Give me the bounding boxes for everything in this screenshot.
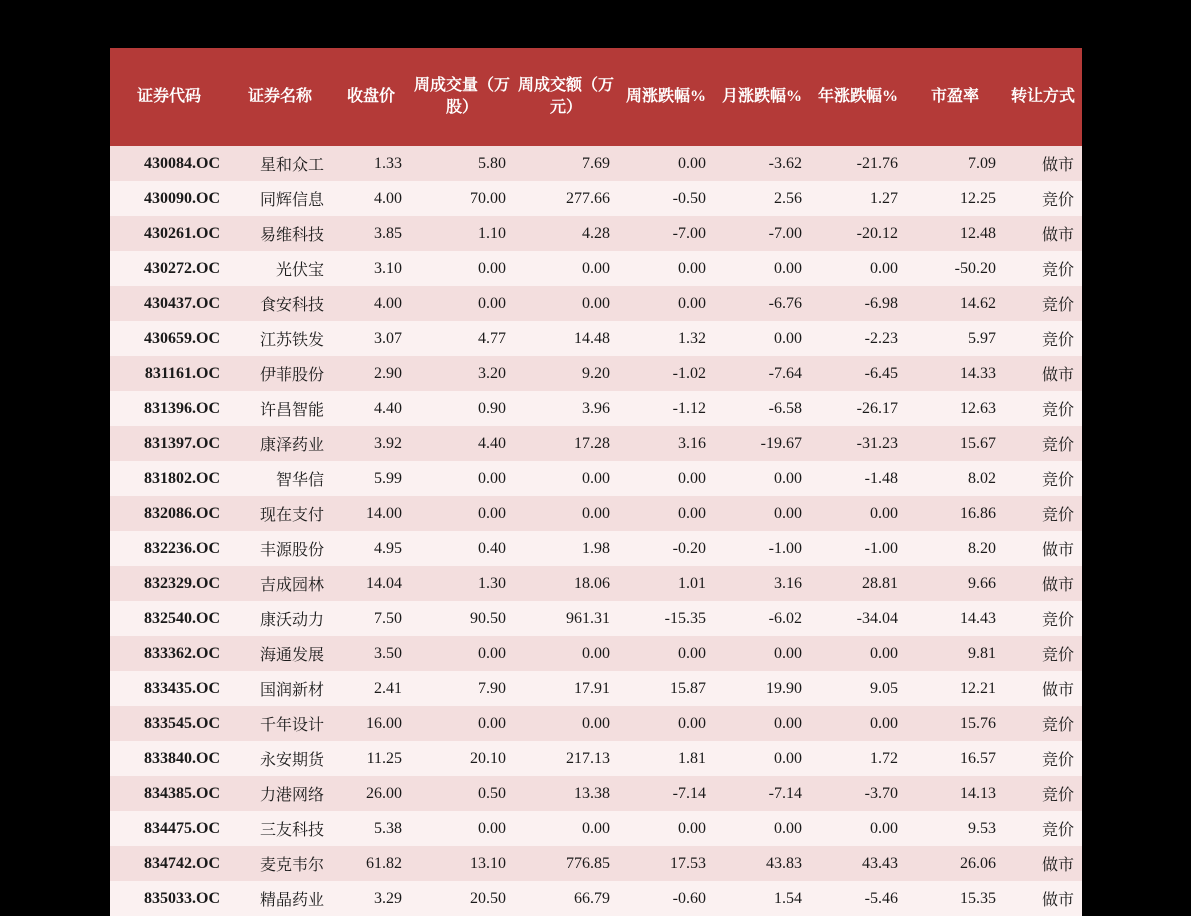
cell-monthly-change: -6.02 [768, 609, 802, 627]
cell-weekly-turnover: 776.85 [566, 854, 610, 872]
table-row [110, 671, 1082, 706]
cell-code: 833840.OC [144, 749, 220, 767]
cell-close-price: 16.00 [366, 714, 402, 732]
cell-monthly-change: -19.67 [760, 434, 802, 452]
cell-pe-ratio: -50.20 [954, 259, 996, 277]
cell-monthly-change: 0.00 [774, 819, 802, 837]
cell-transfer-mode: 做市 [1041, 577, 1074, 594]
cell-pe-ratio: 5.97 [968, 329, 996, 347]
cell-weekly-volume: 70.00 [470, 189, 506, 207]
cell-close-price: 5.99 [374, 469, 402, 487]
table-header-row [110, 48, 1082, 146]
cell-yearly-change: 1.27 [870, 189, 898, 207]
table-row [110, 531, 1082, 566]
cell-code: 832086.OC [144, 504, 220, 522]
column-header-weekly-change: 周涨跌幅% [618, 48, 714, 146]
cell-yearly-change: -34.04 [856, 609, 898, 627]
cell-code: 833545.OC [144, 714, 220, 732]
cell-monthly-change: -7.14 [768, 784, 802, 802]
cell-weekly-volume: 5.80 [478, 154, 506, 172]
cell-transfer-mode: 竞价 [1041, 612, 1074, 629]
table-row [110, 356, 1082, 391]
cell-weekly-turnover: 66.79 [574, 889, 610, 907]
cell-weekly-turnover: 13.38 [574, 784, 610, 802]
cell-pe-ratio: 14.13 [960, 784, 996, 802]
column-header-monthly-change: 月涨跌幅% [714, 48, 810, 146]
cell-weekly-change: -7.14 [672, 784, 706, 802]
cell-weekly-volume: 0.00 [478, 504, 506, 522]
cell-close-price: 3.92 [374, 434, 402, 452]
cell-close-price: 3.50 [374, 644, 402, 662]
cell-weekly-turnover: 7.69 [582, 154, 610, 172]
cell-yearly-change: -5.46 [864, 889, 898, 907]
cell-yearly-change: 0.00 [870, 504, 898, 522]
cell-code: 832329.OC [144, 574, 220, 592]
cell-weekly-volume: 0.00 [478, 259, 506, 277]
cell-weekly-change: -0.60 [672, 889, 706, 907]
cell-pe-ratio: 26.06 [960, 854, 996, 872]
column-header-close-price: 收盘价 [332, 48, 410, 146]
cell-name: 康泽药业 [259, 437, 324, 454]
cell-pe-ratio: 12.63 [960, 399, 996, 417]
cell-close-price: 2.90 [374, 364, 402, 382]
cell-code: 834385.OC [144, 784, 220, 802]
cell-close-price: 11.25 [366, 749, 402, 767]
table-row [110, 146, 1082, 181]
cell-close-price: 1.33 [374, 154, 402, 172]
cell-transfer-mode: 做市 [1041, 367, 1074, 384]
cell-monthly-change: -6.76 [768, 294, 802, 312]
cell-close-price: 61.82 [366, 854, 402, 872]
cell-transfer-mode: 竞价 [1041, 192, 1074, 209]
cell-weekly-turnover: 0.00 [582, 504, 610, 522]
cell-code: 832540.OC [144, 609, 220, 627]
cell-pe-ratio: 15.67 [960, 434, 996, 452]
cell-pe-ratio: 12.48 [960, 224, 996, 242]
cell-transfer-mode: 竞价 [1041, 332, 1074, 349]
cell-code: 831396.OC [144, 399, 220, 417]
column-header-weekly-volume: 周成交量（万股） [410, 48, 514, 146]
cell-pe-ratio: 14.43 [960, 609, 996, 627]
cell-weekly-volume: 0.00 [478, 644, 506, 662]
table-row [110, 846, 1082, 881]
cell-yearly-change: -2.23 [864, 329, 898, 347]
table-row [110, 391, 1082, 426]
stock-table [110, 48, 1082, 916]
cell-weekly-volume: 0.00 [478, 714, 506, 732]
cell-weekly-change: 0.00 [678, 259, 706, 277]
cell-close-price: 26.00 [366, 784, 402, 802]
cell-name: 现在支付 [259, 507, 324, 524]
cell-name: 海通发展 [259, 647, 324, 664]
cell-code: 834475.OC [144, 819, 220, 837]
table-row [110, 426, 1082, 461]
cell-transfer-mode: 做市 [1041, 857, 1074, 874]
cell-code: 831802.OC [144, 469, 220, 487]
cell-transfer-mode: 竞价 [1041, 717, 1074, 734]
cell-weekly-change: 1.32 [678, 329, 706, 347]
column-header-transfer-mode: 转让方式 [1004, 48, 1082, 146]
cell-pe-ratio: 7.09 [968, 154, 996, 172]
cell-transfer-mode: 做市 [1041, 682, 1074, 699]
cell-pe-ratio: 15.35 [960, 889, 996, 907]
cell-transfer-mode: 竞价 [1041, 472, 1074, 489]
cell-yearly-change: 1.72 [870, 749, 898, 767]
cell-name: 麦克韦尔 [259, 857, 324, 874]
cell-pe-ratio: 9.53 [968, 819, 996, 837]
cell-monthly-change: 2.56 [774, 189, 802, 207]
cell-name: 智华信 [275, 472, 324, 489]
cell-code: 430090.OC [144, 189, 220, 207]
cell-monthly-change: 0.00 [774, 329, 802, 347]
cell-weekly-change: 15.87 [670, 679, 706, 697]
cell-weekly-volume: 90.50 [470, 609, 506, 627]
table-row [110, 566, 1082, 601]
cell-weekly-change: 17.53 [670, 854, 706, 872]
cell-yearly-change: 0.00 [870, 819, 898, 837]
cell-weekly-turnover: 217.13 [566, 749, 610, 767]
cell-transfer-mode: 做市 [1041, 157, 1074, 174]
cell-transfer-mode: 做市 [1041, 227, 1074, 244]
cell-close-price: 14.00 [366, 504, 402, 522]
table-row [110, 636, 1082, 671]
cell-name: 伊菲股份 [259, 367, 324, 384]
table-row [110, 776, 1082, 811]
cell-transfer-mode: 竞价 [1041, 437, 1074, 454]
cell-yearly-change: 0.00 [870, 644, 898, 662]
cell-transfer-mode: 做市 [1041, 542, 1074, 559]
cell-name: 力港网络 [259, 787, 324, 804]
cell-pe-ratio: 9.81 [968, 644, 996, 662]
cell-weekly-change: -7.00 [672, 224, 706, 242]
table-row [110, 321, 1082, 356]
cell-pe-ratio: 14.33 [960, 364, 996, 382]
cell-transfer-mode: 竞价 [1041, 787, 1074, 804]
cell-name: 国润新材 [259, 682, 324, 699]
cell-close-price: 4.40 [374, 399, 402, 417]
column-header-name: 证券名称 [228, 48, 332, 146]
cell-weekly-volume: 0.00 [478, 819, 506, 837]
cell-code: 833362.OC [144, 644, 220, 662]
cell-monthly-change: 0.00 [774, 504, 802, 522]
cell-weekly-change: 0.00 [678, 504, 706, 522]
cell-close-price: 2.41 [374, 679, 402, 697]
cell-transfer-mode: 竞价 [1041, 402, 1074, 419]
cell-weekly-turnover: 3.96 [582, 399, 610, 417]
cell-yearly-change: 0.00 [870, 714, 898, 732]
cell-code: 832236.OC [144, 539, 220, 557]
cell-close-price: 3.10 [374, 259, 402, 277]
cell-weekly-volume: 20.50 [470, 889, 506, 907]
cell-weekly-volume: 0.00 [478, 294, 506, 312]
cell-yearly-change: -3.70 [864, 784, 898, 802]
cell-code: 430261.OC [144, 224, 220, 242]
cell-code: 834742.OC [144, 854, 220, 872]
table-row [110, 181, 1082, 216]
column-header-code: 证券代码 [110, 48, 228, 146]
cell-close-price: 5.38 [374, 819, 402, 837]
cell-yearly-change: 9.05 [870, 679, 898, 697]
column-header-pe-ratio: 市盈率 [906, 48, 1004, 146]
cell-monthly-change: -7.00 [768, 224, 802, 242]
cell-weekly-turnover: 0.00 [582, 294, 610, 312]
table-row [110, 706, 1082, 741]
cell-monthly-change: -1.00 [768, 539, 802, 557]
cell-code: 833435.OC [144, 679, 220, 697]
cell-name: 易维科技 [259, 227, 324, 244]
cell-pe-ratio: 8.20 [968, 539, 996, 557]
table-row [110, 286, 1082, 321]
cell-pe-ratio: 12.25 [960, 189, 996, 207]
cell-name: 永安期货 [259, 752, 324, 769]
cell-weekly-volume: 20.10 [470, 749, 506, 767]
cell-transfer-mode: 竞价 [1041, 297, 1074, 314]
cell-pe-ratio: 15.76 [960, 714, 996, 732]
cell-weekly-change: 0.00 [678, 644, 706, 662]
cell-transfer-mode: 竞价 [1041, 822, 1074, 839]
cell-weekly-volume: 7.90 [478, 679, 506, 697]
cell-weekly-change: -1.02 [672, 364, 706, 382]
cell-pe-ratio: 16.86 [960, 504, 996, 522]
cell-weekly-change: 0.00 [678, 154, 706, 172]
cell-name: 丰源股份 [259, 542, 324, 559]
cell-close-price: 3.85 [374, 224, 402, 242]
cell-name: 许昌智能 [259, 402, 324, 419]
cell-name: 同辉信息 [259, 192, 324, 209]
cell-weekly-volume: 0.50 [478, 784, 506, 802]
cell-transfer-mode: 竞价 [1041, 262, 1074, 279]
cell-monthly-change: -6.58 [768, 399, 802, 417]
cell-yearly-change: 43.43 [862, 854, 898, 872]
cell-weekly-turnover: 17.91 [574, 679, 610, 697]
cell-weekly-volume: 13.10 [470, 854, 506, 872]
cell-weekly-change: -1.12 [672, 399, 706, 417]
cell-pe-ratio: 16.57 [960, 749, 996, 767]
cell-close-price: 7.50 [374, 609, 402, 627]
cell-name: 食安科技 [259, 297, 324, 314]
table-row [110, 461, 1082, 496]
cell-name: 精晶药业 [259, 892, 324, 909]
cell-weekly-turnover: 18.06 [574, 574, 610, 592]
cell-yearly-change: 0.00 [870, 259, 898, 277]
cell-weekly-volume: 4.77 [478, 329, 506, 347]
cell-yearly-change: -20.12 [856, 224, 898, 242]
cell-transfer-mode: 竞价 [1041, 507, 1074, 524]
cell-weekly-volume: 0.90 [478, 399, 506, 417]
cell-code: 831161.OC [144, 364, 220, 382]
cell-name: 康沃动力 [259, 612, 324, 629]
cell-weekly-turnover: 0.00 [582, 714, 610, 732]
cell-weekly-turnover: 14.48 [574, 329, 610, 347]
cell-weekly-change: 0.00 [678, 294, 706, 312]
cell-weekly-turnover: 0.00 [582, 259, 610, 277]
cell-weekly-turnover: 277.66 [566, 189, 610, 207]
table-row [110, 496, 1082, 531]
cell-code: 430437.OC [144, 294, 220, 312]
cell-monthly-change: 0.00 [774, 749, 802, 767]
cell-weekly-change: 0.00 [678, 819, 706, 837]
cell-weekly-change: -0.50 [672, 189, 706, 207]
cell-transfer-mode: 竞价 [1041, 752, 1074, 769]
cell-weekly-change: 0.00 [678, 714, 706, 732]
cell-yearly-change: -6.45 [864, 364, 898, 382]
cell-weekly-turnover: 0.00 [582, 469, 610, 487]
cell-monthly-change: 1.54 [774, 889, 802, 907]
cell-monthly-change: 19.90 [766, 679, 802, 697]
cell-code: 430272.OC [144, 259, 220, 277]
cell-weekly-turnover: 4.28 [582, 224, 610, 242]
stock-table-container [110, 48, 1082, 916]
cell-monthly-change: 0.00 [774, 259, 802, 277]
cell-name: 三友科技 [259, 822, 324, 839]
cell-pe-ratio: 9.66 [968, 574, 996, 592]
cell-close-price: 3.29 [374, 889, 402, 907]
cell-weekly-volume: 0.40 [478, 539, 506, 557]
cell-weekly-change: 1.81 [678, 749, 706, 767]
cell-weekly-volume: 3.20 [478, 364, 506, 382]
cell-weekly-volume: 1.30 [478, 574, 506, 592]
cell-name: 千年设计 [259, 717, 324, 734]
cell-name: 光伏宝 [275, 262, 324, 279]
cell-close-price: 4.00 [374, 189, 402, 207]
cell-weekly-turnover: 9.20 [582, 364, 610, 382]
cell-transfer-mode: 做市 [1041, 892, 1074, 909]
table-body [110, 146, 1082, 916]
cell-weekly-change: -15.35 [664, 609, 706, 627]
table-row [110, 601, 1082, 636]
cell-weekly-change: 1.01 [678, 574, 706, 592]
table-header [110, 48, 1082, 146]
cell-weekly-turnover: 961.31 [566, 609, 610, 627]
cell-close-price: 14.04 [366, 574, 402, 592]
cell-monthly-change: -3.62 [768, 154, 802, 172]
cell-name: 吉成园林 [259, 577, 324, 594]
cell-yearly-change: -21.76 [856, 154, 898, 172]
cell-pe-ratio: 14.62 [960, 294, 996, 312]
cell-code: 831397.OC [144, 434, 220, 452]
cell-close-price: 4.95 [374, 539, 402, 557]
cell-monthly-change: 0.00 [774, 714, 802, 732]
cell-code: 430084.OC [144, 154, 220, 172]
cell-close-price: 3.07 [374, 329, 402, 347]
table-row [110, 741, 1082, 776]
cell-yearly-change: -6.98 [864, 294, 898, 312]
cell-monthly-change: 43.83 [766, 854, 802, 872]
cell-weekly-turnover: 0.00 [582, 644, 610, 662]
cell-weekly-turnover: 1.98 [582, 539, 610, 557]
cell-yearly-change: 28.81 [862, 574, 898, 592]
cell-monthly-change: 0.00 [774, 644, 802, 662]
cell-monthly-change: 3.16 [774, 574, 802, 592]
column-header-weekly-turnover: 周成交额（万元） [514, 48, 618, 146]
table-row [110, 251, 1082, 286]
cell-weekly-volume: 0.00 [478, 469, 506, 487]
table-row [110, 881, 1082, 916]
cell-code: 430659.OC [144, 329, 220, 347]
table-row [110, 216, 1082, 251]
cell-monthly-change: 0.00 [774, 469, 802, 487]
cell-name: 星和众工 [259, 157, 324, 174]
cell-weekly-change: -0.20 [672, 539, 706, 557]
cell-transfer-mode: 竞价 [1041, 647, 1074, 664]
table-row [110, 811, 1082, 846]
cell-close-price: 4.00 [374, 294, 402, 312]
cell-yearly-change: -1.48 [864, 469, 898, 487]
cell-weekly-volume: 4.40 [478, 434, 506, 452]
cell-weekly-turnover: 17.28 [574, 434, 610, 452]
cell-code: 835033.OC [144, 889, 220, 907]
column-header-yearly-change: 年涨跌幅% [810, 48, 906, 146]
cell-monthly-change: -7.64 [768, 364, 802, 382]
cell-yearly-change: -1.00 [864, 539, 898, 557]
cell-weekly-volume: 1.10 [478, 224, 506, 242]
cell-pe-ratio: 12.21 [960, 679, 996, 697]
cell-pe-ratio: 8.02 [968, 469, 996, 487]
cell-yearly-change: -31.23 [856, 434, 898, 452]
cell-weekly-change: 0.00 [678, 469, 706, 487]
cell-yearly-change: -26.17 [856, 399, 898, 417]
cell-name: 江苏铁发 [259, 332, 324, 349]
cell-weekly-change: 3.16 [678, 434, 706, 452]
cell-weekly-turnover: 0.00 [582, 819, 610, 837]
